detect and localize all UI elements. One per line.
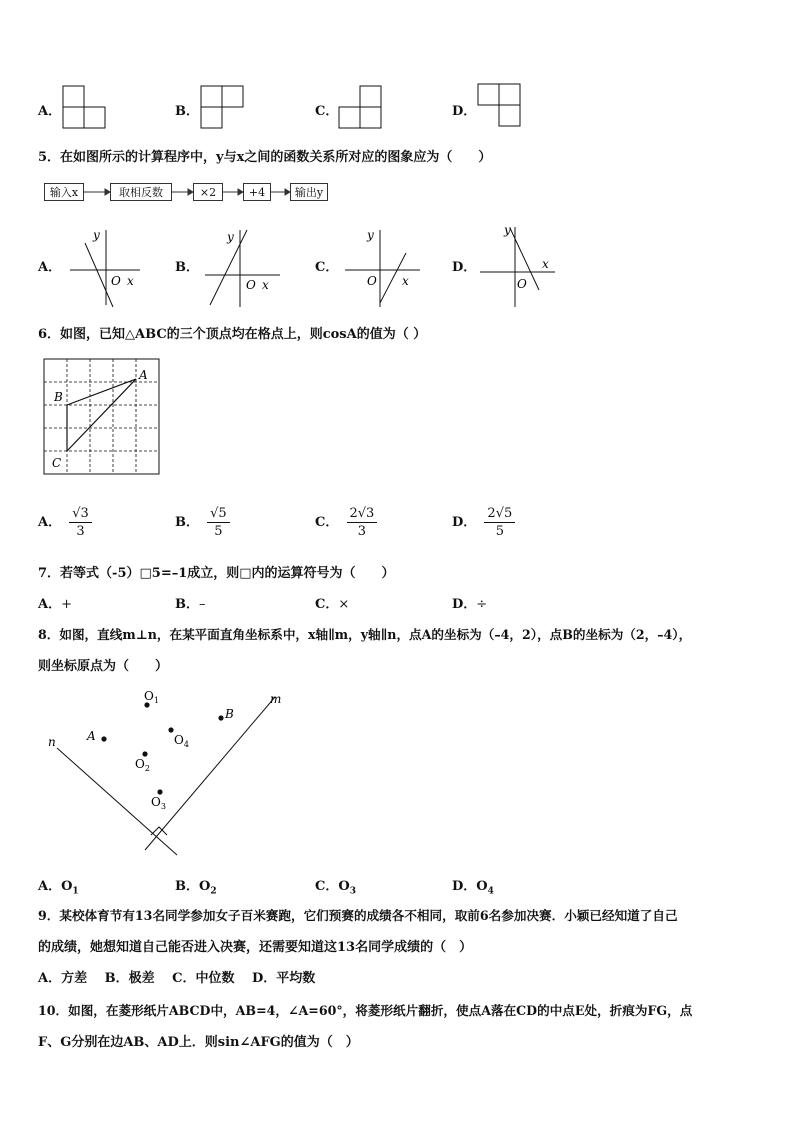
axis-label-x: x (127, 274, 134, 288)
numerator: √5 (207, 506, 230, 523)
option-text: × (338, 597, 350, 612)
subscript: 4 (183, 740, 189, 749)
q8-option-d (452, 875, 494, 897)
q6-option-b (175, 506, 230, 539)
origin-label: O (246, 278, 256, 292)
q6-option-a (38, 506, 92, 539)
option-label: A． (38, 879, 62, 894)
q5-graph-c (340, 225, 425, 310)
option-text: O (338, 879, 350, 894)
flow-box-plus4: +4 (243, 183, 271, 201)
axis-label-y: y (227, 230, 234, 244)
option-label: B． (175, 879, 199, 894)
option-text: O (476, 879, 488, 894)
axis-label-y: y (93, 228, 100, 242)
subscript: 4 (487, 886, 494, 897)
origin-label: O (111, 274, 121, 288)
denominator: 5 (495, 524, 504, 539)
q5-graph-a (65, 225, 145, 310)
option-label: C． (315, 104, 339, 119)
subscript: 2 (144, 764, 150, 773)
q5-stem: 5．在如图所示的计算程序中，y与x之间的函数关系所对应的图象应为（ ） (38, 150, 492, 165)
q5-option-a (38, 256, 61, 275)
q6-option-d (452, 506, 515, 539)
q5-option-b (175, 256, 199, 275)
option-text: – (199, 597, 206, 612)
option-label: B． (175, 597, 199, 612)
q6-option-c (315, 506, 377, 539)
o-letter: O (144, 689, 154, 703)
fraction (207, 506, 230, 539)
option-label: A． (38, 515, 62, 530)
flow-box-negate: 取相反数 (110, 183, 172, 201)
numerator: √3 (69, 506, 92, 523)
axis-label-x: x (542, 257, 549, 271)
q9-options: A．方差 B．极差 C．中位数 D．平均数 (38, 971, 316, 986)
option-label: B． (175, 260, 199, 275)
q4-option-b (175, 100, 199, 119)
point-c-label: C (52, 456, 62, 470)
option-text: O (199, 879, 211, 894)
option-label: A． (38, 104, 62, 119)
q4-option-c (315, 100, 338, 119)
option-label: D． (452, 104, 477, 119)
q8-figure (40, 680, 300, 865)
o-letter: O (151, 795, 161, 809)
q8-option-b (175, 875, 217, 897)
q7-option-a (38, 593, 72, 612)
fraction (69, 506, 92, 539)
point-o2-label (135, 757, 150, 773)
q10-stem-line-1: 10．如图，在菱形纸片ABCD中，AB=4，∠A=60°，将菱形纸片翻折，使点A落在CD的中点E处，折痕为FG，点 (38, 1003, 693, 1018)
flow-arrows (84, 184, 329, 200)
numerator: 2√3 (347, 506, 378, 523)
fraction (484, 506, 515, 539)
line-n-label: n (48, 735, 56, 749)
denominator: 5 (214, 524, 223, 539)
option-label: B． (175, 104, 199, 119)
q7-stem: 7．若等式（-5）□5=–1成立，则□内的运算符号为（ ） (38, 566, 395, 581)
denominator: 3 (76, 524, 85, 539)
q4-option-d (452, 100, 476, 119)
option-label: A． (38, 260, 62, 275)
origin-label: O (517, 277, 527, 291)
q7-option-b (175, 593, 206, 612)
axis-label-y: y (367, 228, 374, 242)
q5-option-d (452, 256, 476, 275)
q9-stem-line-1: 9．某校体育节有13名同学参加女子百米赛跑，它们预赛的成绩各不相同，取前6名参加决赛．小颖已经知道了自己 (38, 908, 678, 923)
q8-option-c (315, 875, 356, 897)
q4-figure-c (336, 84, 384, 130)
q10-stem-line-2: F、G分别在边AB、AD上．则sin∠AFG的值为（ ） (38, 1035, 359, 1050)
axis-label-x: x (262, 278, 269, 292)
origin-label: O (367, 274, 377, 288)
o-letter: O (174, 733, 184, 747)
option-label: B． (175, 515, 199, 530)
point-a-label: A (139, 368, 148, 382)
q6-grid-figure (40, 355, 165, 480)
axis-label-x: x (402, 274, 409, 288)
numerator: 2√5 (484, 506, 515, 523)
q7-option-c (315, 593, 349, 612)
q4-figure-b (198, 84, 246, 130)
option-text: + (61, 597, 72, 612)
point-o1-label (144, 689, 159, 705)
flow-box-times2: ×2 (193, 183, 223, 201)
q9-stem-line-2: 的成绩，她想知道自己能否进入决赛，还需要知道这13名同学成绩的（ ） (38, 940, 473, 955)
q8-stem-line-1: 8．如图，直线m⊥n，在某平面直角坐标系中，x轴∥m，y轴∥n，点A的坐标为（–4，2），点B的坐标为（2，–4）， (38, 627, 692, 642)
q6-stem: 6．如图，已知△ABC的三个顶点均在格点上，则cosA的值为（ ） (38, 327, 427, 342)
option-label: D． (452, 597, 477, 612)
point-o3-label (151, 795, 166, 811)
fraction (347, 506, 378, 539)
point-o4-label (174, 733, 189, 749)
option-label: C． (315, 597, 339, 612)
option-label: D． (452, 260, 477, 275)
option-text: O (61, 879, 73, 894)
q5-graph-d (475, 222, 560, 310)
point-a-label: A (87, 729, 96, 743)
flow-box-output: 输出y (290, 183, 328, 201)
q8-stem-line-2: 则坐标原点为（ ） (38, 659, 169, 674)
option-label: C． (315, 515, 339, 530)
subscript: 2 (210, 886, 217, 897)
q5-option-c (315, 256, 338, 275)
point-b-label: B (54, 390, 63, 404)
subscript: 1 (153, 696, 159, 705)
denominator: 3 (357, 524, 367, 539)
q7-option-d (452, 593, 487, 612)
o-letter: O (135, 757, 145, 771)
option-label: A． (38, 597, 62, 612)
subscript: 3 (160, 802, 166, 811)
line-m-label: m (270, 692, 282, 706)
subscript: 3 (349, 886, 356, 897)
axis-label-y: y (504, 223, 511, 237)
option-label: D． (452, 515, 477, 530)
subscript: 1 (72, 886, 79, 897)
option-label: C． (315, 879, 339, 894)
q4-figure-a (60, 84, 108, 130)
q5-graph-b (200, 225, 285, 310)
q4-option-a (38, 100, 61, 119)
q4-figure-d (475, 82, 523, 128)
point-b-label: B (225, 707, 234, 721)
option-label: C． (315, 260, 339, 275)
option-text: ÷ (476, 597, 488, 612)
option-label: D． (452, 879, 477, 894)
flow-box-input: 输入x (44, 183, 84, 201)
q8-option-a (38, 875, 79, 897)
